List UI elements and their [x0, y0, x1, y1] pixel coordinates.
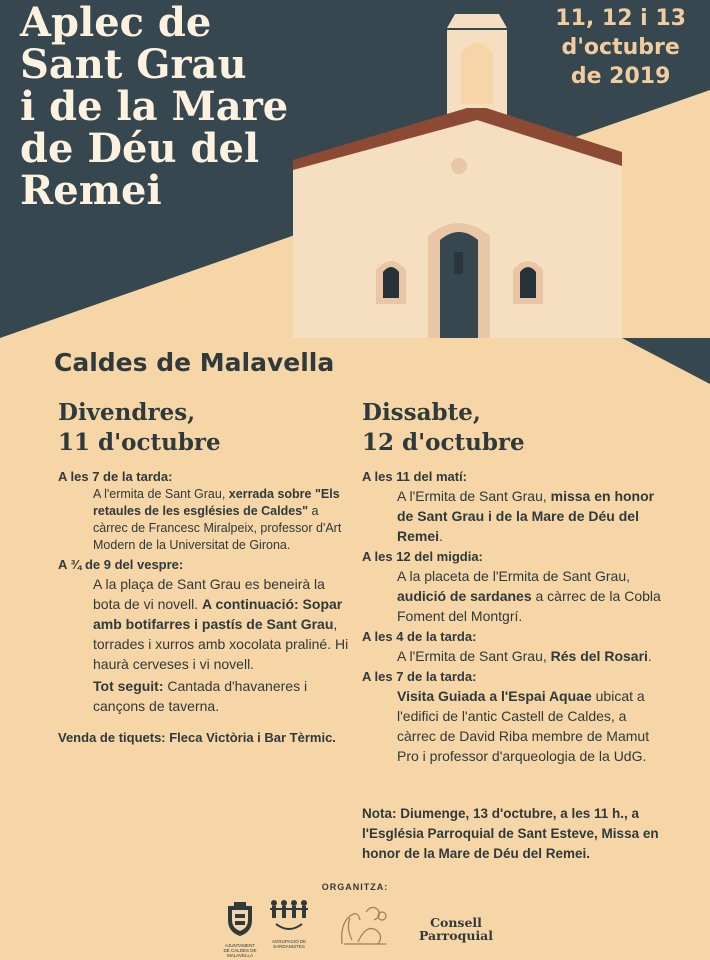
event-dates: [555, 4, 686, 91]
title-line: de Déu del: [20, 125, 260, 172]
organizers-label: ORGANITZA:: [321, 882, 389, 892]
day-line: Divendres,: [58, 399, 196, 426]
ticket-sales-info: Venda de tiquets: Fleca Victòria i Bar Tèrmic.: [58, 730, 336, 745]
event-description: A l'Ermita de Sant Grau, missa en honor de Sant Grau i de la Mare de Déu del Remei.: [397, 488, 655, 544]
organizer-logos: [0, 894, 710, 960]
event-description-extra: Tot seguit: Cantada d'havaneres i cançons de taverna.: [93, 678, 308, 714]
title-line: i de la Mare: [20, 83, 289, 130]
event-item: [362, 668, 662, 766]
event-time: A les 11 del matí:: [362, 469, 468, 484]
event-time: A les 4 de la tarda:: [362, 629, 477, 644]
friends-sketch-icon: [336, 904, 396, 948]
event-description: Visita Guiada a l'Espai Aquae ubicat a l'edifici de l'antic Castell de Caldes, a càrrec de David Riba membre de Mamut Pro i professor d'arqueologia de la UdG.: [397, 688, 650, 764]
event-description: A la placeta de l'Ermita de Sant Grau, audició de sardanes a càrrec de la Cobla Foment del Montgrí.: [397, 568, 661, 624]
event-highlight: missa en honor de Sant Grau i de la Mare de Déu del Remei: [397, 488, 655, 544]
date-line: 11, 12 i 13: [555, 6, 686, 31]
friday-column: [58, 398, 350, 747]
event-item: [58, 468, 350, 554]
event-description: A l'Ermita de Sant Grau, Rés del Rosari.: [397, 648, 652, 664]
event-item: [362, 628, 662, 666]
date-line: de 2019: [570, 64, 671, 89]
saturday-column: [362, 398, 662, 768]
saturday-heading: [362, 398, 662, 458]
event-time: A les 12 del migdia:: [362, 549, 483, 564]
consell-parroquial-logo: [418, 916, 494, 942]
title-line: Sant Grau: [20, 41, 247, 88]
chapel-rose-window: [451, 158, 467, 174]
chapel-door: [440, 232, 478, 338]
agrupacio-sardanistes-logo: AGRUPACIÓ DE SARDANISTES: [268, 898, 310, 949]
event-item: [362, 548, 662, 626]
event-time: A ¾ de 9 del vespre:: [58, 557, 184, 572]
logo-text: Parroquial: [418, 928, 494, 943]
bell-opening: [461, 43, 493, 104]
day-line: 12 d'octubre: [362, 429, 525, 456]
event-title: [20, 2, 320, 212]
ajuntament-shield-icon: [214, 902, 266, 938]
sardanistes-dancers-icon: [268, 898, 310, 934]
dark-corner-wedge: [622, 338, 710, 384]
event-highlight: A continuació: Sopar amb botifarres i pastís de Sant Grau: [93, 596, 343, 632]
chapel-window-right: [520, 267, 536, 298]
friends-association-logo: [336, 904, 396, 953]
event-highlight: Rés del Rosari: [550, 648, 648, 664]
friday-heading: [58, 398, 350, 458]
ajuntament-logo: AJUNTAMENT DE CALDES DE MALAVELLA: [214, 902, 266, 958]
event-time: A les 7 de la tarda:: [362, 669, 477, 684]
sunday-note: Nota: Diumenge, 13 d'octubre, a les 11 h., a l'Església Parroquial de Sant Esteve, Missa en honor de la Mare de Déu del Remei.: [362, 806, 659, 861]
title-line: Remei: [20, 167, 162, 214]
event-time: A les 7 de la tarda:: [58, 469, 173, 484]
event-item: [362, 468, 662, 546]
event-highlight: audició de sardanes: [397, 588, 532, 604]
title-line: Aplec de: [20, 0, 212, 46]
event-description: A la plaça de Sant Grau es beneirà la bota de vi novell. A continuació: Sopar amb botifarres i pastís de Sant Grau, torrades i xurros amb xocolata praliné. Hi haurà cerveses i vi novell.: [93, 576, 349, 672]
event-item: [58, 556, 350, 716]
chapel-window-left: [383, 267, 399, 298]
day-line: 11 d'octubre: [58, 429, 221, 456]
day-line: Dissabte,: [362, 399, 481, 426]
event-description: A l'ermita de Sant Grau, xerrada sobre "Els retaules de les esglésies de Caldes" a càrrec de Francesc Miralpeix, professor d'Art Modern de la Universitat de Girona.: [93, 487, 342, 552]
date-line: d'octubre: [561, 35, 680, 60]
event-highlight: xerrada sobre "Els retaules de les esglésies de Caldes": [93, 487, 340, 518]
town-name: Caldes de Malavella: [54, 348, 335, 377]
event-highlight: Visita Guiada a l'Espai Aquae: [397, 688, 592, 704]
event-highlight: Tot seguit:: [93, 678, 164, 694]
logo-text: Consell: [430, 915, 482, 930]
